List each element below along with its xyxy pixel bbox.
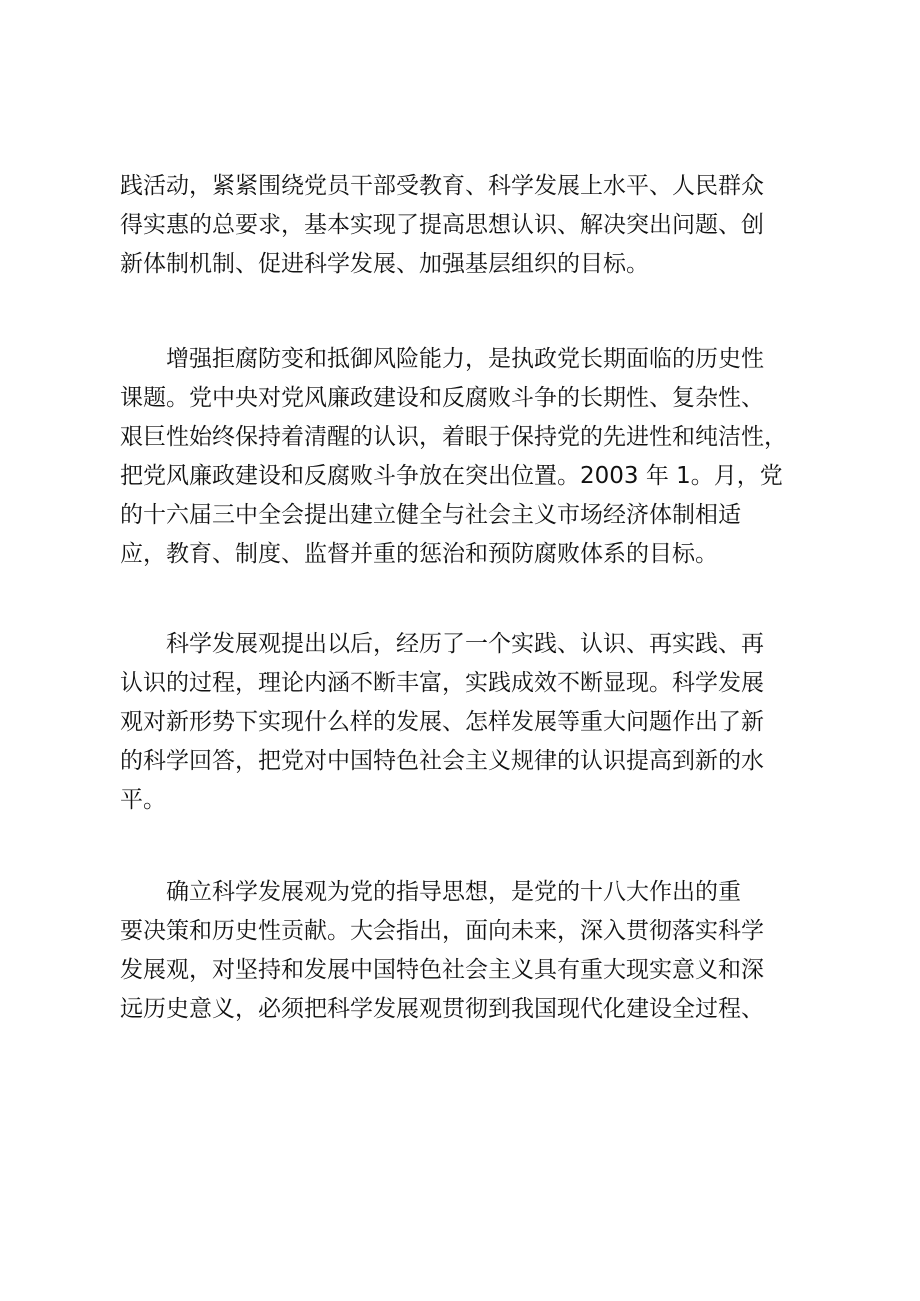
text-line: 远历史意义，必须把科学发展观贯彻到我国现代化建设全过程、	[120, 996, 764, 1022]
text-line: 科学发展观提出以后，经历了一个实践、认识、再实践、再	[120, 631, 764, 657]
text-line: 的科学回答，把党对中国特色社会主义规律的认识提高到新的水	[120, 748, 764, 774]
text-line: 得实惠的总要求，基本实现了提高思想认识、解决突出问题、创	[120, 212, 764, 238]
paragraph-4	[120, 873, 820, 1029]
paragraph-1	[120, 167, 820, 284]
text-line: 发展观，对坚持和发展中国特色社会主义具有重大现实意义和深	[120, 957, 764, 983]
text-line: 应，教育、制度、监督并重的惩治和预防腐败体系的目标。	[120, 541, 718, 567]
text-line: 平。	[120, 787, 166, 813]
text-line: 认识的过程，理论内涵不断丰富，实践成效不断显现。科学发展	[120, 670, 764, 696]
text-line: 观对新形势下实现什么样的发展、怎样发展等重大问题作出了新	[120, 709, 764, 735]
text-line: 把党风廉政建设和反腐败斗争放在突出位置。2003 年 1。月，党	[120, 463, 783, 489]
text-line: 确立科学发展观为党的指导思想，是党的十八大作出的重	[120, 879, 741, 905]
paragraph-3	[120, 625, 820, 820]
text-line: 新体制机制、促进科学发展、加强基层组织的目标。	[120, 251, 649, 277]
text-line: 践活动，紧紧围绕党员干部受教育、科学发展上水平、人民群众	[120, 173, 764, 199]
text-line: 课题。党中央对党风廉政建设和反腐败斗争的长期性、复杂性、	[120, 385, 764, 411]
text-line: 艰巨性始终保持着清醒的认识，着眼于保持党的先进性和纯洁性，	[120, 424, 787, 450]
paragraph-2	[120, 340, 820, 574]
text-line: 要决策和历史性贡献。大会指出，面向未来，深入贯彻落实科学	[120, 918, 764, 944]
text-line: 增强拒腐防变和抵御风险能力，是执政党长期面临的历史性	[120, 346, 764, 372]
text-line: 的十六届三中全会提出建立健全与社会主义市场经济体制相适	[120, 502, 741, 528]
